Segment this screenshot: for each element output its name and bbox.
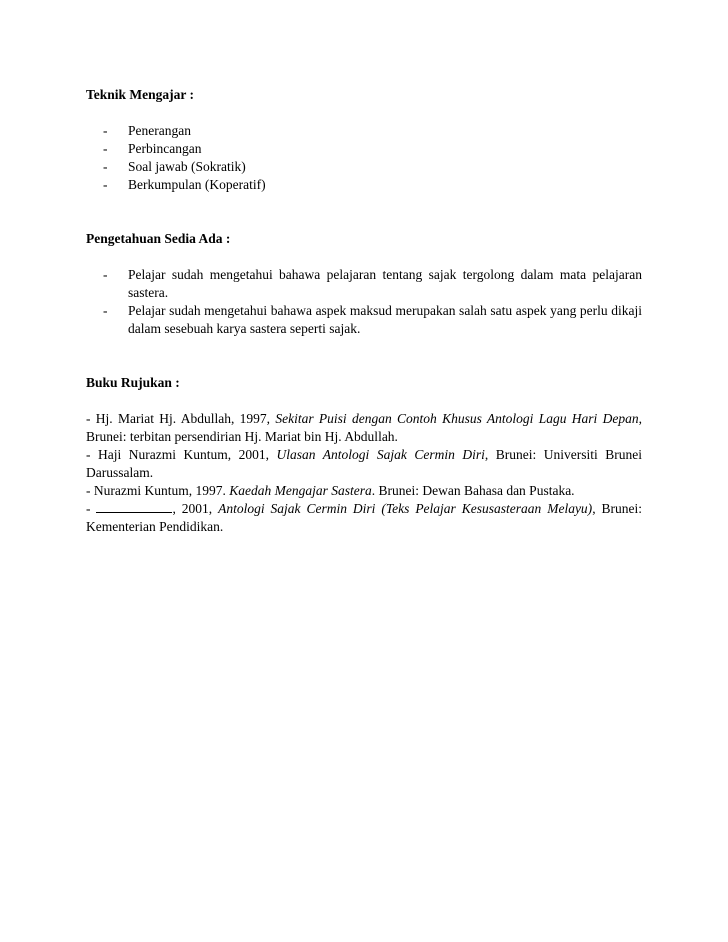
- list-item: - Pelajar sudah mengetahui bahawa aspek maksud merupakan salah satu aspek yang perlu dikaji dalam sesebuah karya sastera seperti sajak.: [103, 303, 642, 336]
- bullet-dash: -: [103, 303, 108, 318]
- reference-entry: - , 2001, Antologi Sajak Cermin Diri (Teks Pelajar Kesusasteraan Melayu), Brunei: Kementerian Pendidikan.: [86, 501, 643, 534]
- bullet-dash: -: [103, 123, 108, 138]
- list-item: - Penerangan: [103, 123, 191, 138]
- list-item: - Soal jawab (Sokratik): [103, 159, 246, 174]
- bullet-dash: -: [103, 159, 108, 174]
- pengetahuan-list: [86, 266, 642, 338]
- list-item: - Pelajar sudah mengetahui bahawa pelajaran tentang sajak tergolong dalam mata pelajaran sastera.: [103, 267, 642, 300]
- teknik-list: [86, 122, 642, 194]
- list-item: - Berkumpulan (Koperatif): [103, 177, 266, 192]
- buku-heading: Buku Rujukan :: [86, 375, 180, 390]
- reference-entry: - Hj. Mariat Hj. Abdullah, 1997, Sekitar Puisi dengan Contoh Khusus Antologi Lagu Hari Depan, Brunei: terbitan persendirian Hj. Mariat bin Hj. Abdullah.: [86, 411, 642, 444]
- reference-entry: - Haji Nurazmi Kuntum, 2001, Ulasan Antologi Sajak Cermin Diri, Brunei: Universiti Brunei Darussalam.: [86, 447, 642, 480]
- bullet-dash: -: [103, 141, 108, 156]
- pengetahuan-heading: Pengetahuan Sedia Ada :: [86, 231, 231, 246]
- list-item: - Perbincangan: [103, 141, 202, 156]
- document-page: [86, 86, 642, 536]
- author-blank-line: [96, 500, 172, 513]
- bullet-dash: -: [103, 177, 108, 192]
- reference-entry: - Nurazmi Kuntum, 1997. Kaedah Mengajar Sastera. Brunei: Dewan Bahasa dan Pustaka.: [86, 483, 575, 498]
- bullet-dash: -: [103, 267, 108, 282]
- teknik-heading: Teknik Mengajar :: [86, 87, 195, 102]
